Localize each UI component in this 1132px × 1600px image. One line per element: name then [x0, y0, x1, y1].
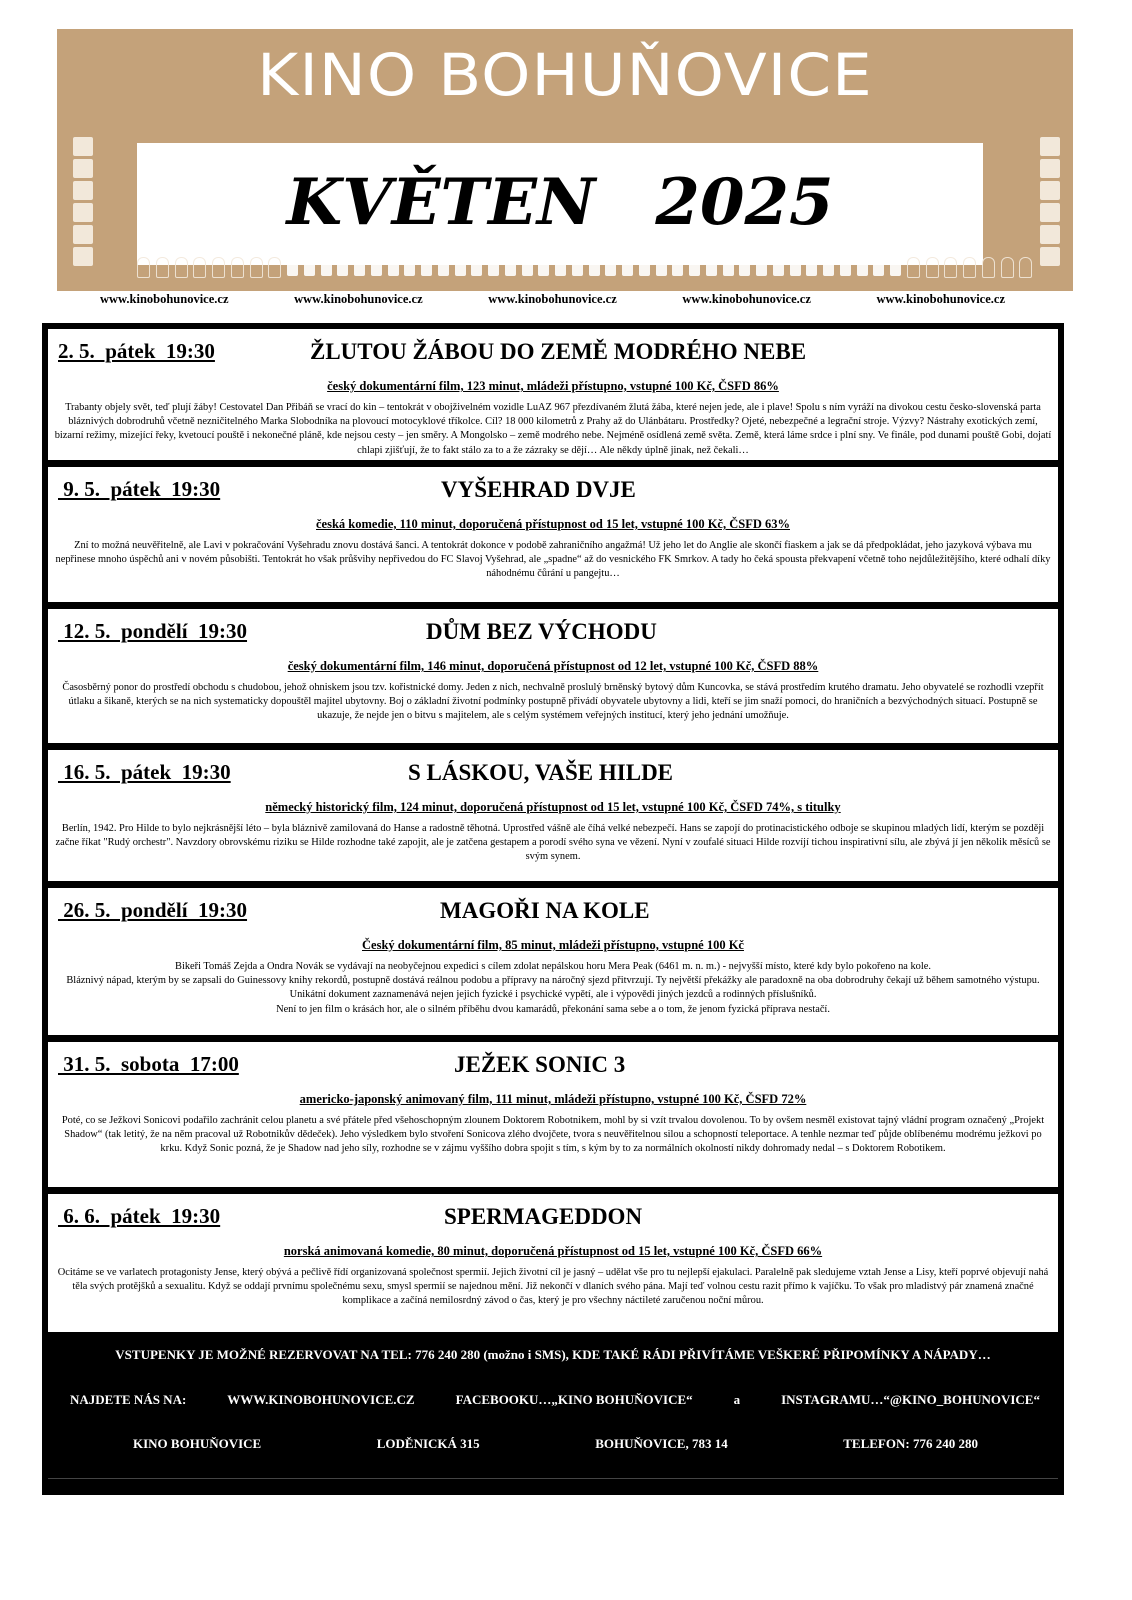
- cinema-name: KINO BOHUŇOVICE: [257, 41, 873, 109]
- event-description: Poté, co se Ježkovi Sonicovi podařilo zachránit celou planetu a své přátele před všehoschopným zlounem Doktorem Robotnikem, mohl by si vzít trvalou dovolenou. To by ovšem nesměl existovat tajný vládní program označený „Projekt Shadow“ (tak letitý, že na něm pracoval už Robotnikův dědeček). Jeho výsledkem bylo stvoření Sonicova zlého dvojčete, tvora s neuvěřitelnou silou a schopností teleportace. A tenhle nezmar teď půjde oblíbenému modrému ježkovi po krku. Když Sonic pozná, že je Shadow nad jeho síly, rozhodne se v zájmu vyššího dobra spojit s tím, s kým by to za normálních okolností nikdy dohromady nedal – s Doktorem Robotikem.: [61, 1115, 1045, 1155]
- event-title: MAGOŘI NA KOLE: [440, 898, 650, 923]
- audience-head-icon: [438, 257, 449, 276]
- address: [133, 1436, 978, 1452]
- film-strip-icon: [1039, 134, 1061, 284]
- audience-head-icon: [1001, 257, 1014, 278]
- website-link[interactable]: www.kinobohunovice.cz: [100, 292, 229, 306]
- audience-head-icon: [522, 257, 533, 276]
- program-list: [42, 323, 1064, 1495]
- audience-head-icon: [156, 257, 169, 278]
- audience-head-icon: [806, 257, 817, 276]
- website-link[interactable]: www.kinobohunovice.cz: [682, 292, 811, 306]
- event-description: Ocitáme se ve varlatech protagonisty Jense, který obývá a pečlivě řídí organizovaná společnost spermií. Jejich životní cíl je jasný – udělat vše pro tu nejlepší ejakulaci. Paralelně pak sledujeme vztah Jense a Lisy, kteří poprvé objevují nahá těla svých protějšků a sexualitu. Když se oddají prvnímu společnému sexu, smysl spermií se najednou mění. Již nekončí v dlaních svého pána. Mají teď volnou cestu razit přímo k vajíčku. To však pro mladistvý pár znamená značné komplikace a začíná nemilosrdný závod o čas, který je pro všechny náctileté zaručenou noční můrou.: [57, 1267, 1049, 1307]
- audience-head-icon: [656, 257, 667, 276]
- audience-head-icon: [572, 257, 583, 276]
- audience-head-icon: [873, 257, 884, 276]
- event-title: JEŽEK SONIC 3: [454, 1052, 626, 1077]
- audience-head-icon: [337, 257, 348, 276]
- web-link[interactable]: WWW.KINOBOHUNOVICE.CZ: [227, 1392, 415, 1407]
- audience-head-icon: [250, 257, 263, 278]
- event-card: [48, 467, 1058, 602]
- audience-head-icon: [212, 257, 225, 278]
- month-box: [137, 143, 983, 265]
- event-title: SPERMAGEDDON: [444, 1204, 643, 1229]
- event-title: DŮM BEZ VÝCHODU: [426, 619, 657, 644]
- audience-head-icon: [982, 257, 995, 278]
- description-line: Není to jen film o krásách hor, ale o silném příběhu dvou kamarádů, překonání sama sebe a o tom, že jenom fyzická příprava nestačí.: [276, 1003, 830, 1015]
- audience-head-icon: [321, 257, 332, 276]
- audience-head-icon: [287, 257, 298, 276]
- audience-head-icon: [193, 257, 206, 278]
- event-title: ŽLUTOU ŽÁBOU DO ZEMĚ MODRÉHO NEBE: [310, 339, 807, 364]
- event-description: Trabanty objely svět, teď plují žáby! Cestovatel Dan Přibáň se vrací do kin – tentokrát v obojživelném vozidle LuAZ 967 přezdívaném žlutá žába, které nejen jede, ale i plave! Spolu s ním vyráží na divokou cestu česko-slovenská parta bláznivých dobrodruhů včetně nezničitelného Marka Slobodníka na plovoucí motocyklové tříkolce. Cíl? 18 000 kilometrů z Prahy až do Ulánbátaru. Prostředky? Ojeté, nebezpečné a legrační stroje. Výzvy? Nástrahy exotických zemí, bizarní režimy, mizející řeky, kvetoucí pouště i nekonečné pláně, kde nejsou cesty – jen směry. A Mongolsko – země modrého nebe. Nejméně osídlená země světa. Země, která láme srdce i plní sny. Ve finále, pod dunami pouště Gobi, dojatí chlapi zjišťují, že to fakt stálo za to a že zázraky se dějí… Ale někdy úplně jinak, než čekali…: [54, 402, 1052, 456]
- audience-head-icon: [268, 257, 281, 278]
- event-title: VYŠEHRAD DVJE: [441, 477, 636, 502]
- month-heading: [137, 153, 983, 253]
- audience-head-icon: [538, 257, 549, 276]
- website-link[interactable]: www.kinobohunovice.cz: [876, 292, 1005, 306]
- audience-head-icon: [388, 257, 399, 276]
- audience-head-icon: [421, 257, 432, 276]
- audience-head-icon: [857, 257, 868, 276]
- audience-head-icon: [137, 257, 150, 278]
- event-meta: Český dokumentární film, 85 minut, mládeži přístupno, vstupné 100 Kč: [362, 938, 744, 952]
- find-us-label: NAJDETE NÁS NA:: [70, 1392, 187, 1407]
- audience-head-icon: [773, 257, 784, 276]
- event-description: Časosběrný ponor do prostředí obchodu s chudobou, jehož ohniskem jsou tzv. kořistnické domy. Jeden z nich, nechvalně proslulý brněnský bytový dům Kuncovka, se stává prostředím krutého dramatu. Jeho obyvatelé se rozhodli vzepřít útlaku a šikaně, kterých se na nich systematicky dopouštěl majitel ubytovny. Boj o základní životní podmínky postupně přivádí obyvatele ubytovny a lidi, kteří se jim snaží pomoci, do hraničních a bezvýchodných situací. Postupně se ukazuje, že nejde jen o bitvu s majitelem, ale s celým systémem veřejných institucí, který jeho jednání umožňuje.: [62, 682, 1044, 722]
- facebook-link[interactable]: FACEBOOKU…„KINO BOHUŇOVICE“: [455, 1392, 693, 1407]
- audience-head-icon: [639, 257, 650, 276]
- event-description: Berlín, 1942. Pro Hilde to bylo nejkrásnější léto – byla bláznivě zamilovaná do Hanse a radostně těhotná. Uprostřed vášně ale číhá velké nebezpečí. Hans se zapojí do protinacistického odboje se skupinou mladých lidí, kterým se později začne říkat "Rudý orchestr". Navzdory obrovskému riziku se Hilde rozhodne také zapojit, ale je zatčena gestapem a porodí svého syna ve vězení. Nyní v zoufalé situaci Hilde rozvíjí tichou inspirativní sílu, ale zbývá jí jen několik měsíců se svým synem.: [55, 823, 1051, 863]
- audience-head-icon: [756, 257, 767, 276]
- audience-head-icon: [723, 257, 734, 276]
- event-datetime: 12. 5. pondělí 19:30: [58, 619, 248, 643]
- social-links: [70, 1392, 1040, 1408]
- audience-head-icon: [404, 257, 415, 276]
- audience-head-icon: [304, 257, 315, 276]
- event-card: [48, 329, 1058, 460]
- event-card: [48, 888, 1058, 1035]
- audience-head-icon: [689, 257, 700, 276]
- event-description: [54, 960, 1052, 1017]
- audience-head-icon: [471, 257, 482, 276]
- instagram-link[interactable]: INSTAGRAMU…“@KINO_BOHUNOVICE“: [781, 1392, 1040, 1407]
- website-link[interactable]: www.kinobohunovice.cz: [488, 292, 617, 306]
- audience-head-icon: [739, 257, 750, 276]
- audience-head-icon: [589, 257, 600, 276]
- audience-head-icon: [505, 257, 516, 276]
- event-meta: česká komedie, 110 minut, doporučená přístupnost od 15 let, vstupné 100 Kč, ČSFD 63%: [316, 517, 790, 531]
- audience-head-icon: [622, 257, 633, 276]
- reservation-info: VSTUPENKY JE MOŽNÉ REZERVOVAT NA TEL: 776 240 280 (možno i SMS), KDE TAKÉ RÁDI PŘIVÍTÁME VEŠKERÉ PŘIPOMÍNKY A NÁPADY…: [115, 1347, 991, 1362]
- audience-head-icon: [605, 257, 616, 276]
- contact-footer: [48, 1336, 1058, 1489]
- audience-head-icon: [963, 257, 976, 278]
- header-banner: [57, 29, 1073, 291]
- audience-head-icon: [907, 257, 920, 278]
- phone: TELEFON: 776 240 280: [843, 1436, 978, 1451]
- audience-head-icon: [555, 257, 566, 276]
- event-meta: německý historický film, 124 minut, doporučená přístupnost od 15 let, vstupné 100 Kč, ČSFD 74%, s titulky: [265, 800, 841, 814]
- year: 2025: [655, 165, 834, 240]
- audience-head-icon: [790, 257, 801, 276]
- audience-head-icon: [823, 257, 834, 276]
- audience-silhouette-icon: [137, 257, 1033, 283]
- description-line: Bláznivý nápad, kterým by se zapsali do Guinessovy knihy rekordů, postupně dostává reálnou podobu a přípravy na náročný sjezd přitvrzují. Ty největší překážky ale paradoxně na oba dobrodruhy čekají už během samotného výstupu. Unikátní dokument zaznamenává nejen jejich fyzické i psychické vypětí, ale i výpovědi jiných jezdců a rodinných příslušníků.: [66, 975, 1040, 1001]
- event-datetime: 26. 5. pondělí 19:30: [58, 898, 248, 922]
- audience-head-icon: [890, 257, 901, 276]
- audience-head-icon: [672, 257, 683, 276]
- and-label: a: [733, 1392, 741, 1407]
- description-line: Bikeři Tomáš Zejda a Ondra Novák se vydávají na neobyčejnou expedici s cílem zdolat nepálskou horu Mera Peak (6461 m. n. m.) - nejvyšší místo, které kdy bylo pokořeno na kole.: [175, 961, 931, 972]
- event-datetime: 2. 5. pátek 19:30: [58, 339, 215, 363]
- divider: [48, 1478, 1058, 1479]
- website-link[interactable]: www.kinobohunovice.cz: [294, 292, 423, 306]
- event-title: S LÁSKOU, VAŠE HILDE: [408, 760, 674, 785]
- audience-head-icon: [371, 257, 382, 276]
- audience-head-icon: [1019, 257, 1032, 278]
- audience-head-icon: [455, 257, 466, 276]
- event-meta: americko-japonský animovaný film, 111 minut, mládeži přístupno, vstupné 100 Kč, ČSFD 72%: [299, 1092, 807, 1106]
- street: LODĚNICKÁ 315: [376, 1436, 480, 1451]
- city: BOHUŇOVICE, 783 14: [595, 1436, 728, 1451]
- website-links: [100, 292, 1005, 307]
- audience-head-icon: [944, 257, 957, 278]
- audience-head-icon: [175, 257, 188, 278]
- audience-head-icon: [840, 257, 851, 276]
- event-meta: český dokumentární film, 146 minut, doporučená přístupnost od 12 let, vstupné 100 Kč, ČSFD 88%: [287, 659, 819, 673]
- audience-head-icon: [354, 257, 365, 276]
- event-card: [48, 1194, 1058, 1332]
- audience-head-icon: [706, 257, 717, 276]
- event-meta: český dokumentární film, 123 minut, mládeži přístupno, vstupné 100 Kč, ČSFD 86%: [327, 379, 779, 393]
- audience-head-icon: [926, 257, 939, 278]
- event-card: [48, 609, 1058, 743]
- event-meta: norská animovaná komedie, 80 minut, doporučená přístupnost od 15 let, vstupné 100 Kč, ČSFD 66%: [283, 1244, 823, 1258]
- cinema-name-footer: KINO BOHUŇOVICE: [133, 1436, 262, 1451]
- event-card: [48, 1042, 1058, 1187]
- event-card: [48, 750, 1058, 881]
- event-datetime: 9. 5. pátek 19:30: [58, 477, 221, 501]
- month-name: KVĚTEN: [286, 165, 596, 240]
- audience-head-icon: [231, 257, 244, 278]
- audience-head-icon: [488, 257, 499, 276]
- film-strip-icon: [72, 134, 94, 284]
- event-datetime: 31. 5. sobota 17:00: [58, 1052, 239, 1076]
- event-datetime: 6. 6. pátek 19:30: [58, 1204, 221, 1228]
- event-description: Zní to možná neuvěřitelně, ale Lavi v pokračování Vyšehradu znovu dostává šanci. A tentokrát dokonce v podobě zahraničního angažmá! Už jeho let do Anglie ale skončí fiaskem a jak se dá předpokládat, jeho jazyková výbava mu nepřinese mnoho úspěchů ani v novém působišti. Tentokrát ho však průšvihy nepřivedou do FC Slavoj Vyšehrad, ale „spadne“ až do vesnického FK Smrkov. A tady ho čeká spousta překvapení včetně toho nejdůležitějšího, které odhalí díky náhodnému čůrání u pangejtu…: [55, 540, 1051, 580]
- event-datetime: 16. 5. pátek 19:30: [58, 760, 231, 784]
